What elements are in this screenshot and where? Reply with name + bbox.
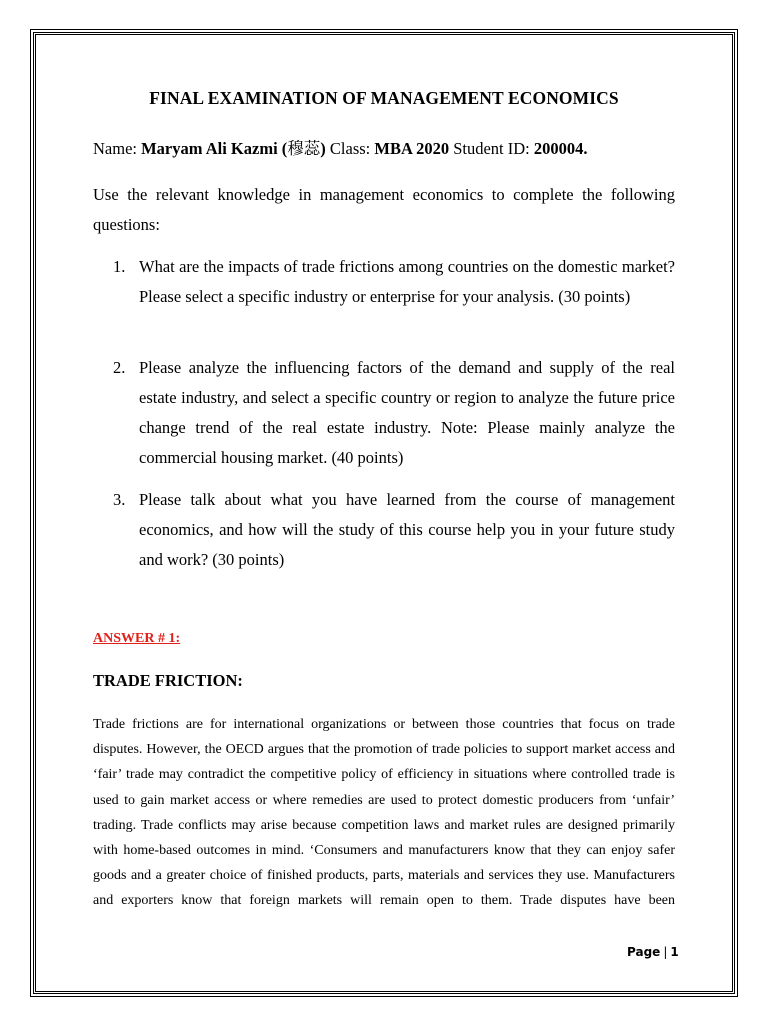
question-number: 2. [113,358,126,377]
student-chinese-name: 穆蕊 [287,139,321,158]
question-text: What are the impacts of trade frictions among countries on the domestic market? Please select a specific industry or enterprise for your analysis. (30 points) [139,257,675,306]
page-label: Page [627,945,661,959]
question-number: 3. [113,490,126,509]
page-separator: | [663,945,668,959]
question-item [113,252,675,312]
student-info [93,135,588,159]
page-title: FINAL EXAMINATION OF MANAGEMENT ECONOMICS [149,88,619,108]
section-heading: TRADE FRICTION: [93,671,243,690]
student-name: Maryam Ali Kazmi ( [141,139,288,158]
page-number: 1 [670,945,679,959]
answer-heading: ANSWER # 1: [93,631,181,646]
class-value: MBA 2020 [374,139,450,158]
question-item [113,353,675,473]
class-label: Class: [329,139,371,158]
intro-text: Use the relevant knowledge in management economics to complete the following questions: [93,185,675,234]
question-number: 1. [113,257,126,276]
name-label: Name: [93,139,137,158]
student-name-close: ) [320,139,326,158]
body-paragraph: Trade frictions are for international organizations or between those countries that focus on trade disputes. However, the OECD argues that the promotion of trade policies to support market access and ‘fair’ trade may contradict the competitive policy of efficiency in situations where controlled trade is used to gain market access or where remedies are used to protect domestic producers from ‘unfair’ trading. Trade conflicts may arise because competition laws and market rules are designed primarily with home-based outcomes in mind. ‘Consumers and manufacturers know that they can enjoy safer goods and a greater choice of finished products, parts, materials and services they use. Manufacturers and exporters know that foreign markets will remain open to them. Trade disputes have been [93,717,675,909]
student-id-label: Student ID: [453,139,530,158]
question-item [113,485,675,575]
page-footer [627,945,679,959]
question-text: Please analyze the influencing factors of the demand and supply of the real estate industry, and select a specific country or region to analyze the future price change trend of the real estate industry. Note: Please mainly analyze the commercial housing market. (40 points) [139,358,675,467]
question-text: Please talk about what you have learned from the course of management economics, and how will the study of this course help you in your future study and work? (30 points) [139,490,675,569]
student-id-value: 200004. [533,139,588,158]
